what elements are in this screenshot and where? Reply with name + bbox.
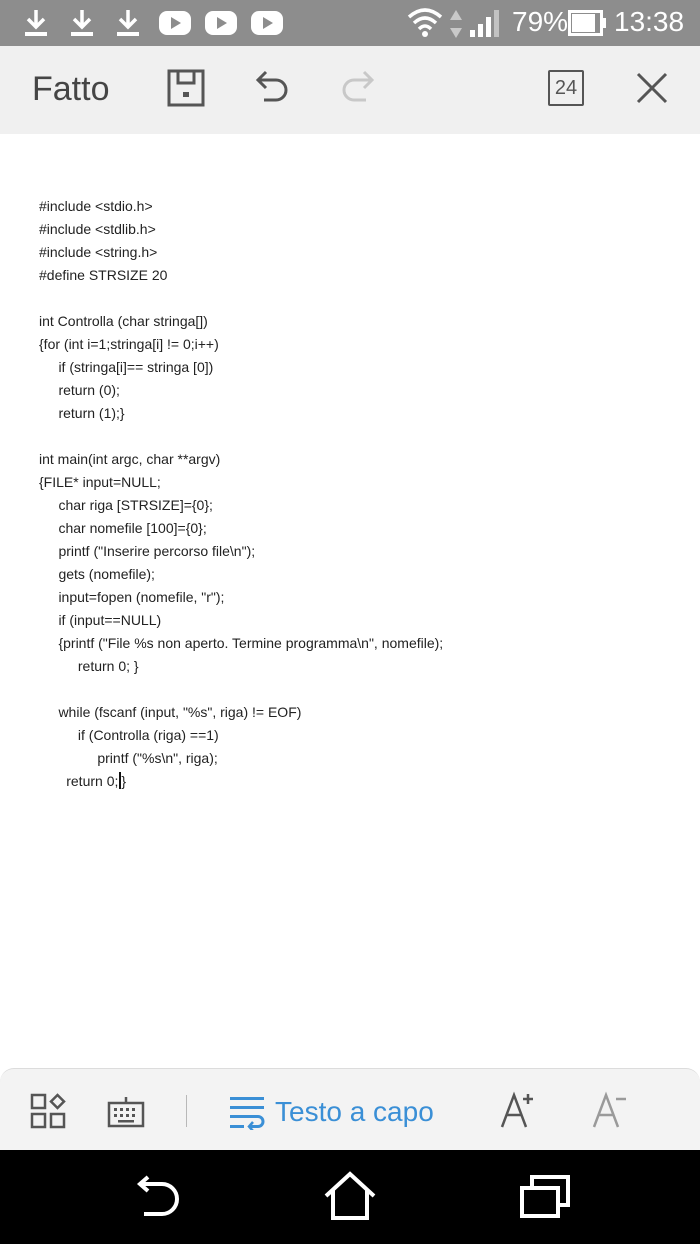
toolbar-divider: [186, 1095, 187, 1127]
editor-toolbar: [0, 46, 700, 134]
code-line[interactable]: #include <stdlib.h>: [39, 221, 156, 237]
youtube-icon: [250, 10, 284, 36]
code-line[interactable]: char riga [STRSIZE]={0};: [39, 497, 213, 513]
code-text[interactable]: [39, 195, 443, 793]
code-line[interactable]: {for (int i=1;stringa[i] != 0;i++): [39, 336, 219, 352]
code-line[interactable]: gets (nomefile);: [39, 566, 155, 582]
code-line[interactable]: printf ("%s\n", riga);: [39, 750, 218, 766]
code-line[interactable]: if (Controlla (riga) ==1): [39, 727, 219, 743]
download-icon: [68, 8, 96, 38]
apps-shapes-icon[interactable]: [30, 1093, 68, 1131]
code-line[interactable]: while (fscanf (input, "%s", riga) != EOF): [39, 704, 302, 720]
code-line[interactable]: {printf ("File %s non aperto. Termine programma\n", nomefile);: [39, 635, 444, 651]
code-line[interactable]: #define STRSIZE 20: [39, 267, 168, 283]
code-line[interactable]: {FILE* input=NULL;: [39, 474, 161, 490]
code-line[interactable]: #include <string.h>: [39, 244, 158, 260]
code-line[interactable]: char nomefile [100]={0};: [39, 520, 207, 536]
download-icon: [114, 8, 142, 38]
signal-icon: [468, 8, 504, 38]
code-line[interactable]: return 0; }: [39, 658, 139, 674]
clock: 13:38: [614, 6, 685, 37]
document-area[interactable]: [0, 134, 700, 1068]
code-line[interactable]: if (input==NULL): [39, 612, 162, 628]
recent-apps-icon[interactable]: [518, 1174, 572, 1220]
code-line[interactable]: if (stringa[i]== stringa [0]): [39, 359, 214, 375]
keyboard-icon[interactable]: [106, 1095, 146, 1129]
download-icon: [22, 8, 50, 38]
font-size-button[interactable]: [548, 70, 584, 106]
battery-percent: 79%: [512, 6, 569, 37]
increase-font-icon[interactable]: [498, 1089, 540, 1131]
wifi-icon: [406, 6, 444, 38]
youtube-icon: [158, 10, 192, 36]
text-wrap-icon: [228, 1094, 268, 1130]
code-line[interactable]: input=fopen (nomefile, "r");: [39, 589, 225, 605]
data-arrows-icon: [448, 8, 464, 40]
done-button[interactable]: Fatto: [32, 70, 110, 108]
battery-icon: [568, 10, 608, 36]
bottom-edit-bar: [0, 1068, 700, 1151]
save-icon[interactable]: [166, 68, 206, 108]
back-icon[interactable]: [128, 1174, 180, 1220]
text-wrap-label: Testo a capo: [275, 1096, 434, 1127]
code-line[interactable]: int Controlla (char stringa[]): [39, 313, 208, 329]
code-line[interactable]: int main(int argc, char **argv): [39, 451, 221, 467]
youtube-icon: [204, 10, 238, 36]
home-icon[interactable]: [322, 1170, 378, 1222]
code-line[interactable]: return (1);}: [39, 405, 125, 421]
font-size-value: 24: [554, 77, 578, 99]
code-line[interactable]: printf ("Inserire percorso file\n");: [39, 543, 256, 559]
undo-icon[interactable]: [252, 68, 292, 108]
code-line[interactable]: return 0; }: [39, 773, 127, 789]
navigation-bar: [0, 1150, 700, 1244]
redo-icon[interactable]: [338, 68, 378, 108]
status-bar: [0, 0, 700, 46]
close-icon[interactable]: [632, 68, 672, 108]
code-line[interactable]: [39, 425, 443, 448]
code-line[interactable]: return (0);: [39, 382, 120, 398]
code-line[interactable]: #include <stdio.h>: [39, 198, 153, 214]
code-line[interactable]: [39, 678, 443, 701]
decrease-font-icon[interactable]: [590, 1089, 632, 1131]
code-line[interactable]: [39, 287, 443, 310]
